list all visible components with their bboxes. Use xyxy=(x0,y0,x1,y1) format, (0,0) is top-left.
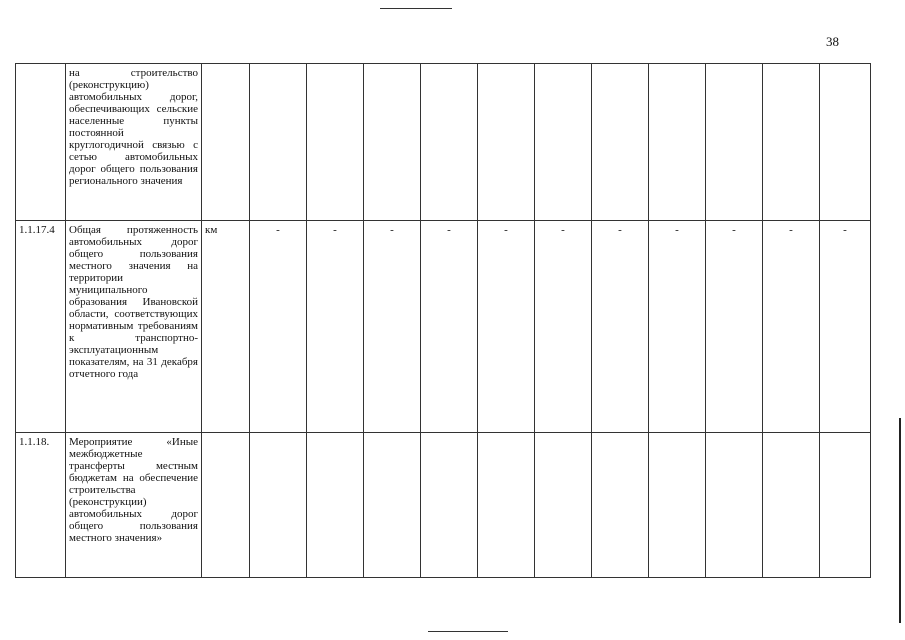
scan-edge-bar xyxy=(899,418,901,623)
row-unit xyxy=(202,64,250,221)
table-row xyxy=(16,221,871,433)
row-unit xyxy=(202,433,250,578)
value-cell xyxy=(535,64,592,221)
row-number: 1.1.18. xyxy=(16,433,66,578)
value-cell: - xyxy=(421,221,478,433)
table-row xyxy=(16,64,871,221)
row-name: Мероприятие «Иные межбюджетные трансферты местным бюджетам на обеспечение строительства (реконструкции) автомобильных дорог общего пользования местного значения» xyxy=(66,433,202,578)
value-cell xyxy=(649,433,706,578)
value-cell: - xyxy=(763,221,820,433)
row-name: Общая протяженность автомобильных дорог общего пользования местного значения на территории муниципального образования Ивановской области, соответствующих нормативным требованиям к транспортно-эксплуатационным показателям, на 31 декабря отчетного года xyxy=(66,221,202,433)
bottom-scan-rule xyxy=(428,631,508,632)
value-cell xyxy=(364,64,421,221)
row-number: 1.1.17.4 xyxy=(16,221,66,433)
value-cell: - xyxy=(649,221,706,433)
value-cell xyxy=(307,64,364,221)
value-cell xyxy=(250,433,307,578)
value-cell xyxy=(307,433,364,578)
value-cell xyxy=(706,433,763,578)
page-number: 38 xyxy=(826,34,839,49)
value-cell xyxy=(364,433,421,578)
value-cell xyxy=(763,433,820,578)
value-cell xyxy=(649,64,706,221)
value-cell: - xyxy=(250,221,307,433)
value-cell: - xyxy=(592,221,649,433)
indicators-table xyxy=(15,63,871,578)
value-cell xyxy=(592,433,649,578)
value-cell xyxy=(421,64,478,221)
value-cell: - xyxy=(706,221,763,433)
value-cell xyxy=(706,64,763,221)
value-cell: - xyxy=(820,221,871,433)
top-scan-rule xyxy=(380,8,452,9)
value-cell xyxy=(250,64,307,221)
value-cell xyxy=(763,64,820,221)
table-row xyxy=(16,433,871,578)
value-cell: - xyxy=(535,221,592,433)
value-cell: - xyxy=(307,221,364,433)
value-cell xyxy=(592,64,649,221)
value-cell: - xyxy=(364,221,421,433)
value-cell xyxy=(820,64,871,221)
value-cell xyxy=(535,433,592,578)
value-cell xyxy=(820,433,871,578)
row-unit: км xyxy=(202,221,250,433)
row-name: на строительство (реконструкцию) автомобильных дорог, обеспечивающих сельские населенные пункты постоянной круглогодичной связью с сетью автомобильных дорог общего пользования регионального значения xyxy=(66,64,202,221)
value-cell: - xyxy=(478,221,535,433)
row-number xyxy=(16,64,66,221)
value-cell xyxy=(421,433,478,578)
value-cell xyxy=(478,64,535,221)
value-cell xyxy=(478,433,535,578)
